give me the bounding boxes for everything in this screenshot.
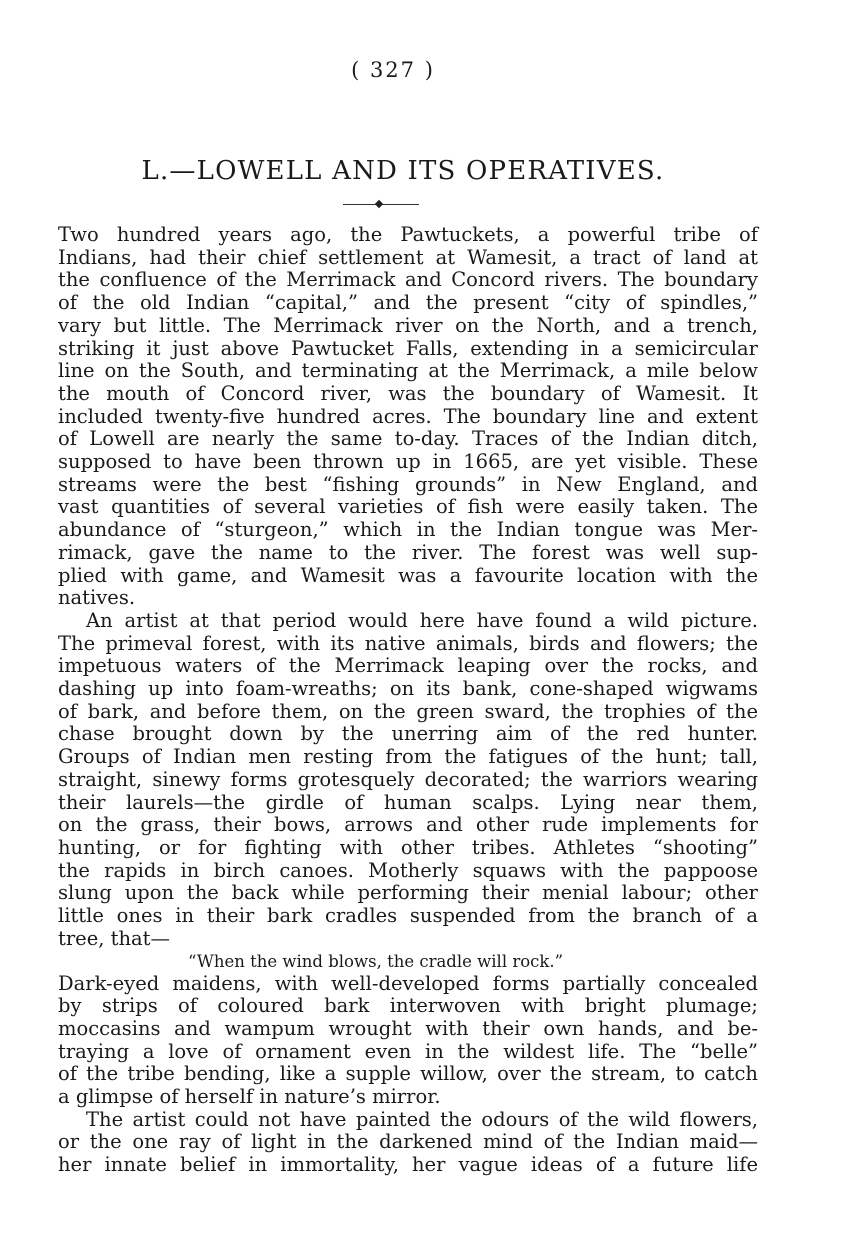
paragraph-3: [58, 1109, 758, 1177]
text-line: tree, that—: [58, 926, 170, 950]
chapter-heading: L.—LOWELL AND ITS OPERATIVES.: [141, 156, 665, 186]
text-line: impetuous waters of the Merrimack leaping over the rocks, and: [58, 654, 758, 678]
text-line: slung upon the back while performing their menial labour; other: [58, 881, 758, 905]
text-line: Two hundred years ago, the Pawtuckets, a powerful tribe of: [58, 223, 758, 246]
text-line: hunting, or for fighting with other tribes. Athletes “shooting”: [58, 835, 758, 859]
text-line: little ones in their bark cradles suspended from the branch of a: [58, 904, 758, 928]
text-line: traying a love of ornament even in the wildest life. The “belle”: [58, 1039, 758, 1063]
text-line: The primeval forest, with its native animals, birds and flowers; the: [58, 631, 758, 655]
text-line: line on the South, and terminating at the Merrimack, a mile below: [58, 359, 758, 383]
text-line: chase brought down by the unerring aim of the red hunter.: [58, 722, 758, 746]
text-line: her innate belief in immortality, her vague ideas of a future life: [58, 1153, 758, 1177]
text-line: plied with game, and Wamesit was a favourite location with the: [58, 563, 758, 587]
text-line: of the tribe bending, like a supple willow, over the stream, to catch: [58, 1062, 758, 1086]
text-line: supposed to have been thrown up in 1665, are yet visible. These: [58, 450, 758, 474]
text-line: included twenty-five hundred acres. The boundary line and extent: [58, 404, 758, 428]
text-line: of the old Indian “capital,” and the present “city of spindles,”: [58, 291, 758, 315]
text-line: striking it just above Pawtucket Falls, extending in a semicircular: [58, 336, 758, 360]
paragraph-continuation: [58, 973, 758, 1109]
text-line: or the one ray of light in the darkened mind of the Indian maid—: [58, 1130, 758, 1154]
text-line: Groups of Indian men resting from the fatigues of the hunt; tall,: [58, 745, 758, 769]
text-line: the confluence of the Merrimack and Concord rivers. The boundary: [58, 268, 758, 292]
text-line: Dark-eyed maidens, with well-developed forms partially concealed: [58, 971, 758, 995]
poem-quotation: “When the wind blows, the cradle will rock.”: [188, 951, 564, 971]
paragraph-1: [58, 224, 758, 610]
text-line: a glimpse of herself in nature’s mirror.: [58, 1085, 441, 1109]
text-line: of Lowell are nearly the same to-day. Traces of the Indian ditch,: [58, 427, 758, 451]
text-line: their laurels—the girdle of human scalps. Lying near them,: [58, 790, 758, 814]
text-line: streams were the best “fishing grounds” in New England, and: [58, 472, 758, 496]
text-line: of bark, and before them, on the green sward, the trophies of the: [58, 699, 758, 723]
article-body: [58, 224, 758, 1177]
text-line: rimack, gave the name to the river. The forest was well sup-: [58, 540, 758, 564]
text-line: natives.: [58, 586, 136, 610]
page-number: ( 327 ): [351, 58, 435, 82]
divider-diamond-ornament: [375, 200, 383, 208]
text-line: Indians, had their chief settlement at Wamesit, a tract of land at: [58, 245, 758, 269]
text-line: by strips of coloured bark interwoven with bright plumage;: [58, 994, 758, 1018]
text-line: on the grass, their bows, arrows and other rude implements for: [58, 813, 758, 837]
text-line: the mouth of Concord river, was the boundary of Wamesit. It: [58, 381, 758, 405]
text-line: dashing up into foam-wreaths; on its bank, cone-shaped wigwams: [58, 677, 758, 701]
paragraph-2: [58, 610, 758, 951]
text-line: vast quantities of several varieties of fish were easily taken. The: [58, 495, 758, 519]
text-line: abundance of “sturgeon,” which in the Indian tongue was Mer-: [58, 518, 758, 542]
text-line: vary but little. The Merrimack river on the North, and a trench,: [58, 313, 758, 337]
text-line: the rapids in birch canoes. Motherly squaws with the pappoose: [58, 858, 758, 882]
text-line: straight, sinewy forms grotesquely decorated; the warriors wearing: [58, 767, 758, 791]
text-line: An artist at that period would here have found a wild picture.: [86, 608, 758, 632]
text-line: The artist could not have painted the odours of the wild flowers,: [86, 1107, 758, 1131]
text-line: moccasins and wampum wrought with their own hands, and be-: [58, 1016, 758, 1040]
